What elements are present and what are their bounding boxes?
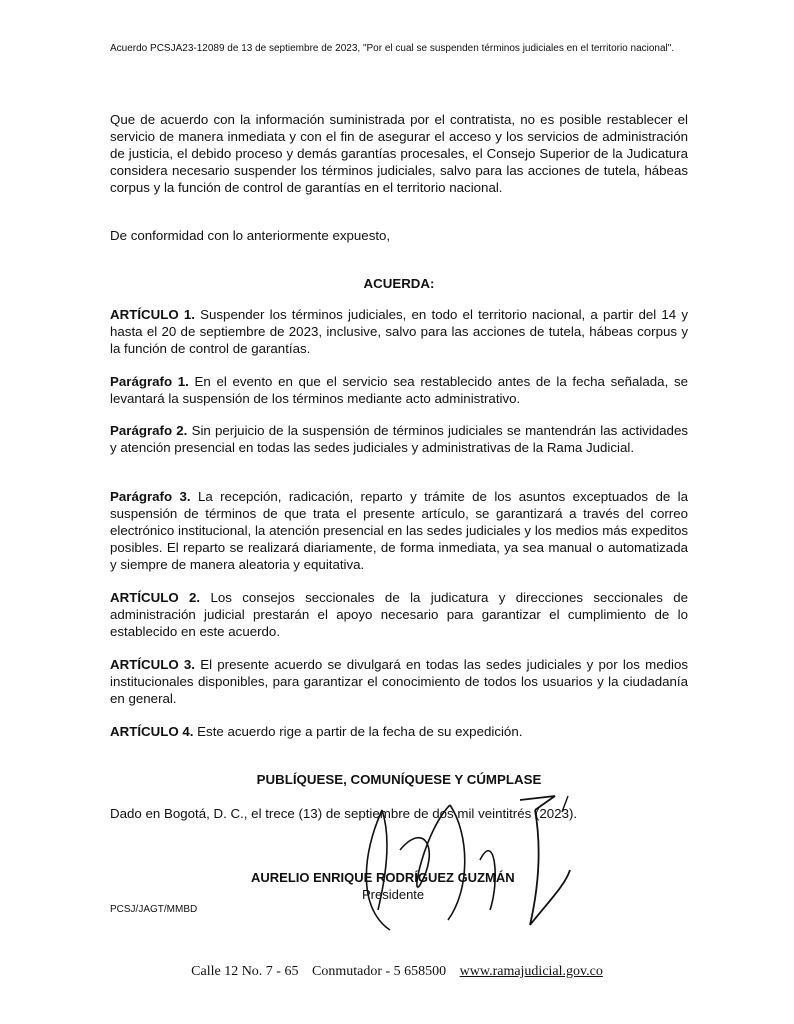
signatory-role: Presidente	[362, 887, 425, 902]
article-text: Este acuerdo rige a partir de la fecha de su expedición.	[193, 724, 523, 739]
article-label: ARTÍCULO 1.	[110, 307, 195, 322]
acuerda-heading: ACUERDA:	[363, 276, 435, 291]
conformidad-line: De conformidad con lo anteriormente expuesto,	[110, 228, 391, 243]
footer-address: Calle 12 No. 7 - 65	[191, 964, 299, 979]
article-text: El presente acuerdo se divulgará en todas las sedes judiciales y por los medios institucionales disponibles, para garantizar el conocimiento de todos los usuarios y la ciudadanía en general.	[110, 657, 688, 706]
article-3	[110, 656, 688, 707]
article-2	[110, 589, 688, 640]
article-label: ARTÍCULO 2.	[110, 590, 201, 605]
article-label: ARTÍCULO 3.	[110, 657, 196, 672]
footer-phone: Conmutador - 5 658500	[311, 964, 447, 979]
running-header: Acuerdo PCSJA23-12089 de 13 de septiembre de 2023, "Por el cual se suspenden términos judiciales en el territorio nacional".	[110, 43, 675, 54]
article-label: ARTÍCULO 4.	[110, 724, 194, 739]
article-text: Los consejos seccionales de la judicatura y direcciones seccionales de administración judicial prestarán el apoyo necesario para garantizar el cumplimiento de lo establecido en este acuerdo.	[110, 590, 688, 639]
article-text: Suspender los términos judiciales, en todo el territorio nacional, a partir del 14 y hasta el 20 de septiembre de 2023, inclusive, salvo para las acciones de tutela, hábeas corpus y la función de control de garantías.	[110, 307, 688, 356]
paragrafo-3	[110, 488, 688, 573]
article-text: En el evento en que el servicio sea restablecido antes de la fecha señalada, se levantará la suspensión de los términos mediante acto administrativo.	[110, 374, 688, 406]
publiquese-heading: PUBLÍQUESE, COMUNÍQUESE Y CÚMPLASE	[256, 772, 542, 787]
signatory-name: AURELIO ENRIQUE RODRÍGUEZ GUZMÁN	[251, 870, 515, 885]
paragrafo-2	[110, 422, 688, 456]
article-label: Parágrafo 3.	[110, 489, 191, 504]
considerando-paragraph: Que de acuerdo con la información suministrada por el contratista, no es posible restablecer el servicio de manera inmediata y con el fin de asegurar el acceso y los servicios de administración de justicia, el debido proceso y demás garantías procesales, el Consejo Superior de la Judicatura considera necesario suspender los términos judiciales, salvo para las acciones de tutela, hábeas corpus y la función de control de garantías en el territorio nacional.	[110, 112, 688, 195]
dado-en-line: Dado en Bogotá, D. C., el trece (13) de septiembre de dos mil veintitrés (2023).	[110, 806, 578, 821]
paragrafo-1	[110, 373, 688, 407]
article-1	[110, 306, 688, 357]
article-text: Sin perjuicio de la suspensión de términos judiciales se mantendrán las actividades y atención presencial en todas las sedes judiciales y administrativas de la Rama Judicial.	[110, 423, 688, 455]
page-footer	[0, 964, 794, 980]
article-4	[110, 723, 688, 740]
article-label: Parágrafo 1.	[110, 374, 189, 389]
footer-website-link[interactable]: www.ramajudicial.gov.co	[459, 964, 603, 979]
article-text: La recepción, radicación, reparto y trámite de los asuntos exceptuados de la suspensión de términos de que trata el presente artículo, se garantizará a través del correo electrónico institucional, la atención presencial en las sedes judiciales y los medios más expeditos posibles. El reparto se realizará diariamente, de forma inmediata, ya sea manual o automatizada y siempre de manera aleatoria y equitativa.	[110, 489, 688, 572]
document-initials: PCSJ/JAGT/MMBD	[110, 904, 198, 915]
article-label: Parágrafo 2.	[110, 423, 188, 438]
